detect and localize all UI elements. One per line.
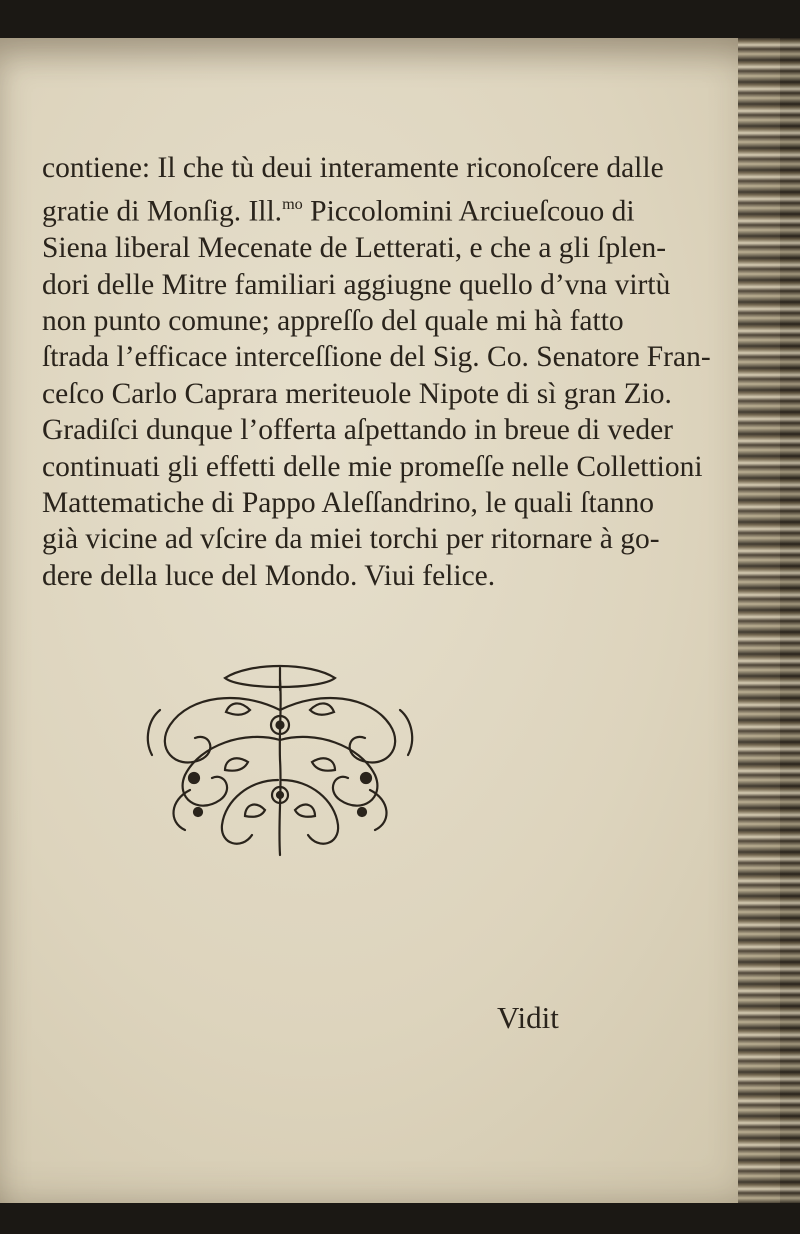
catchword: Vidit bbox=[497, 1000, 559, 1035]
text-line-8: Gradiſci dunque l’offerta aſpettando in breue di veder bbox=[42, 414, 673, 447]
text-line-5: non punto comune; appreſſo del quale mi hà fatto bbox=[42, 304, 624, 337]
superscript-mo: mo bbox=[282, 195, 303, 214]
text-line-1: contiene: Il che tù deui interamente riconoſcere dalle bbox=[42, 152, 664, 184]
text-line-3: Siena liberal Mecenate de Letterati, e che a gli ſplen- bbox=[42, 232, 667, 265]
text-line-2 bbox=[42, 186, 635, 230]
text-line-4: dori delle Mitre familiari aggiugne quello d’vna virtù bbox=[42, 268, 671, 301]
body-text bbox=[42, 150, 711, 594]
text-line-11: già vicine ad vſcire da miei torchi per ritornare à go- bbox=[42, 523, 660, 556]
text-line-9: continuati gli effetti delle mie promeſſe nelle Collettioni bbox=[42, 450, 703, 483]
page-edges bbox=[738, 38, 800, 1203]
text-line-2-start: gratie di Monſig. Ill. bbox=[42, 195, 283, 228]
text-line-10: Mattematiche di Pappo Aleſſandrino, le quali ſtanno bbox=[42, 487, 654, 519]
text-line-12: dere della luce del Mondo. Viui felice. bbox=[42, 559, 496, 592]
text-line-6: ſtrada l’efficace interceſſione del Sig. Co. Senatore Fran- bbox=[42, 341, 711, 374]
floral-printers-ornament-icon bbox=[130, 650, 430, 864]
text-line-2-end: Piccolomini Arciueſcouo di bbox=[302, 195, 635, 228]
text-line-7: ceſco Carlo Caprara meriteuole Nipote di sì gran Zio. bbox=[42, 377, 672, 410]
